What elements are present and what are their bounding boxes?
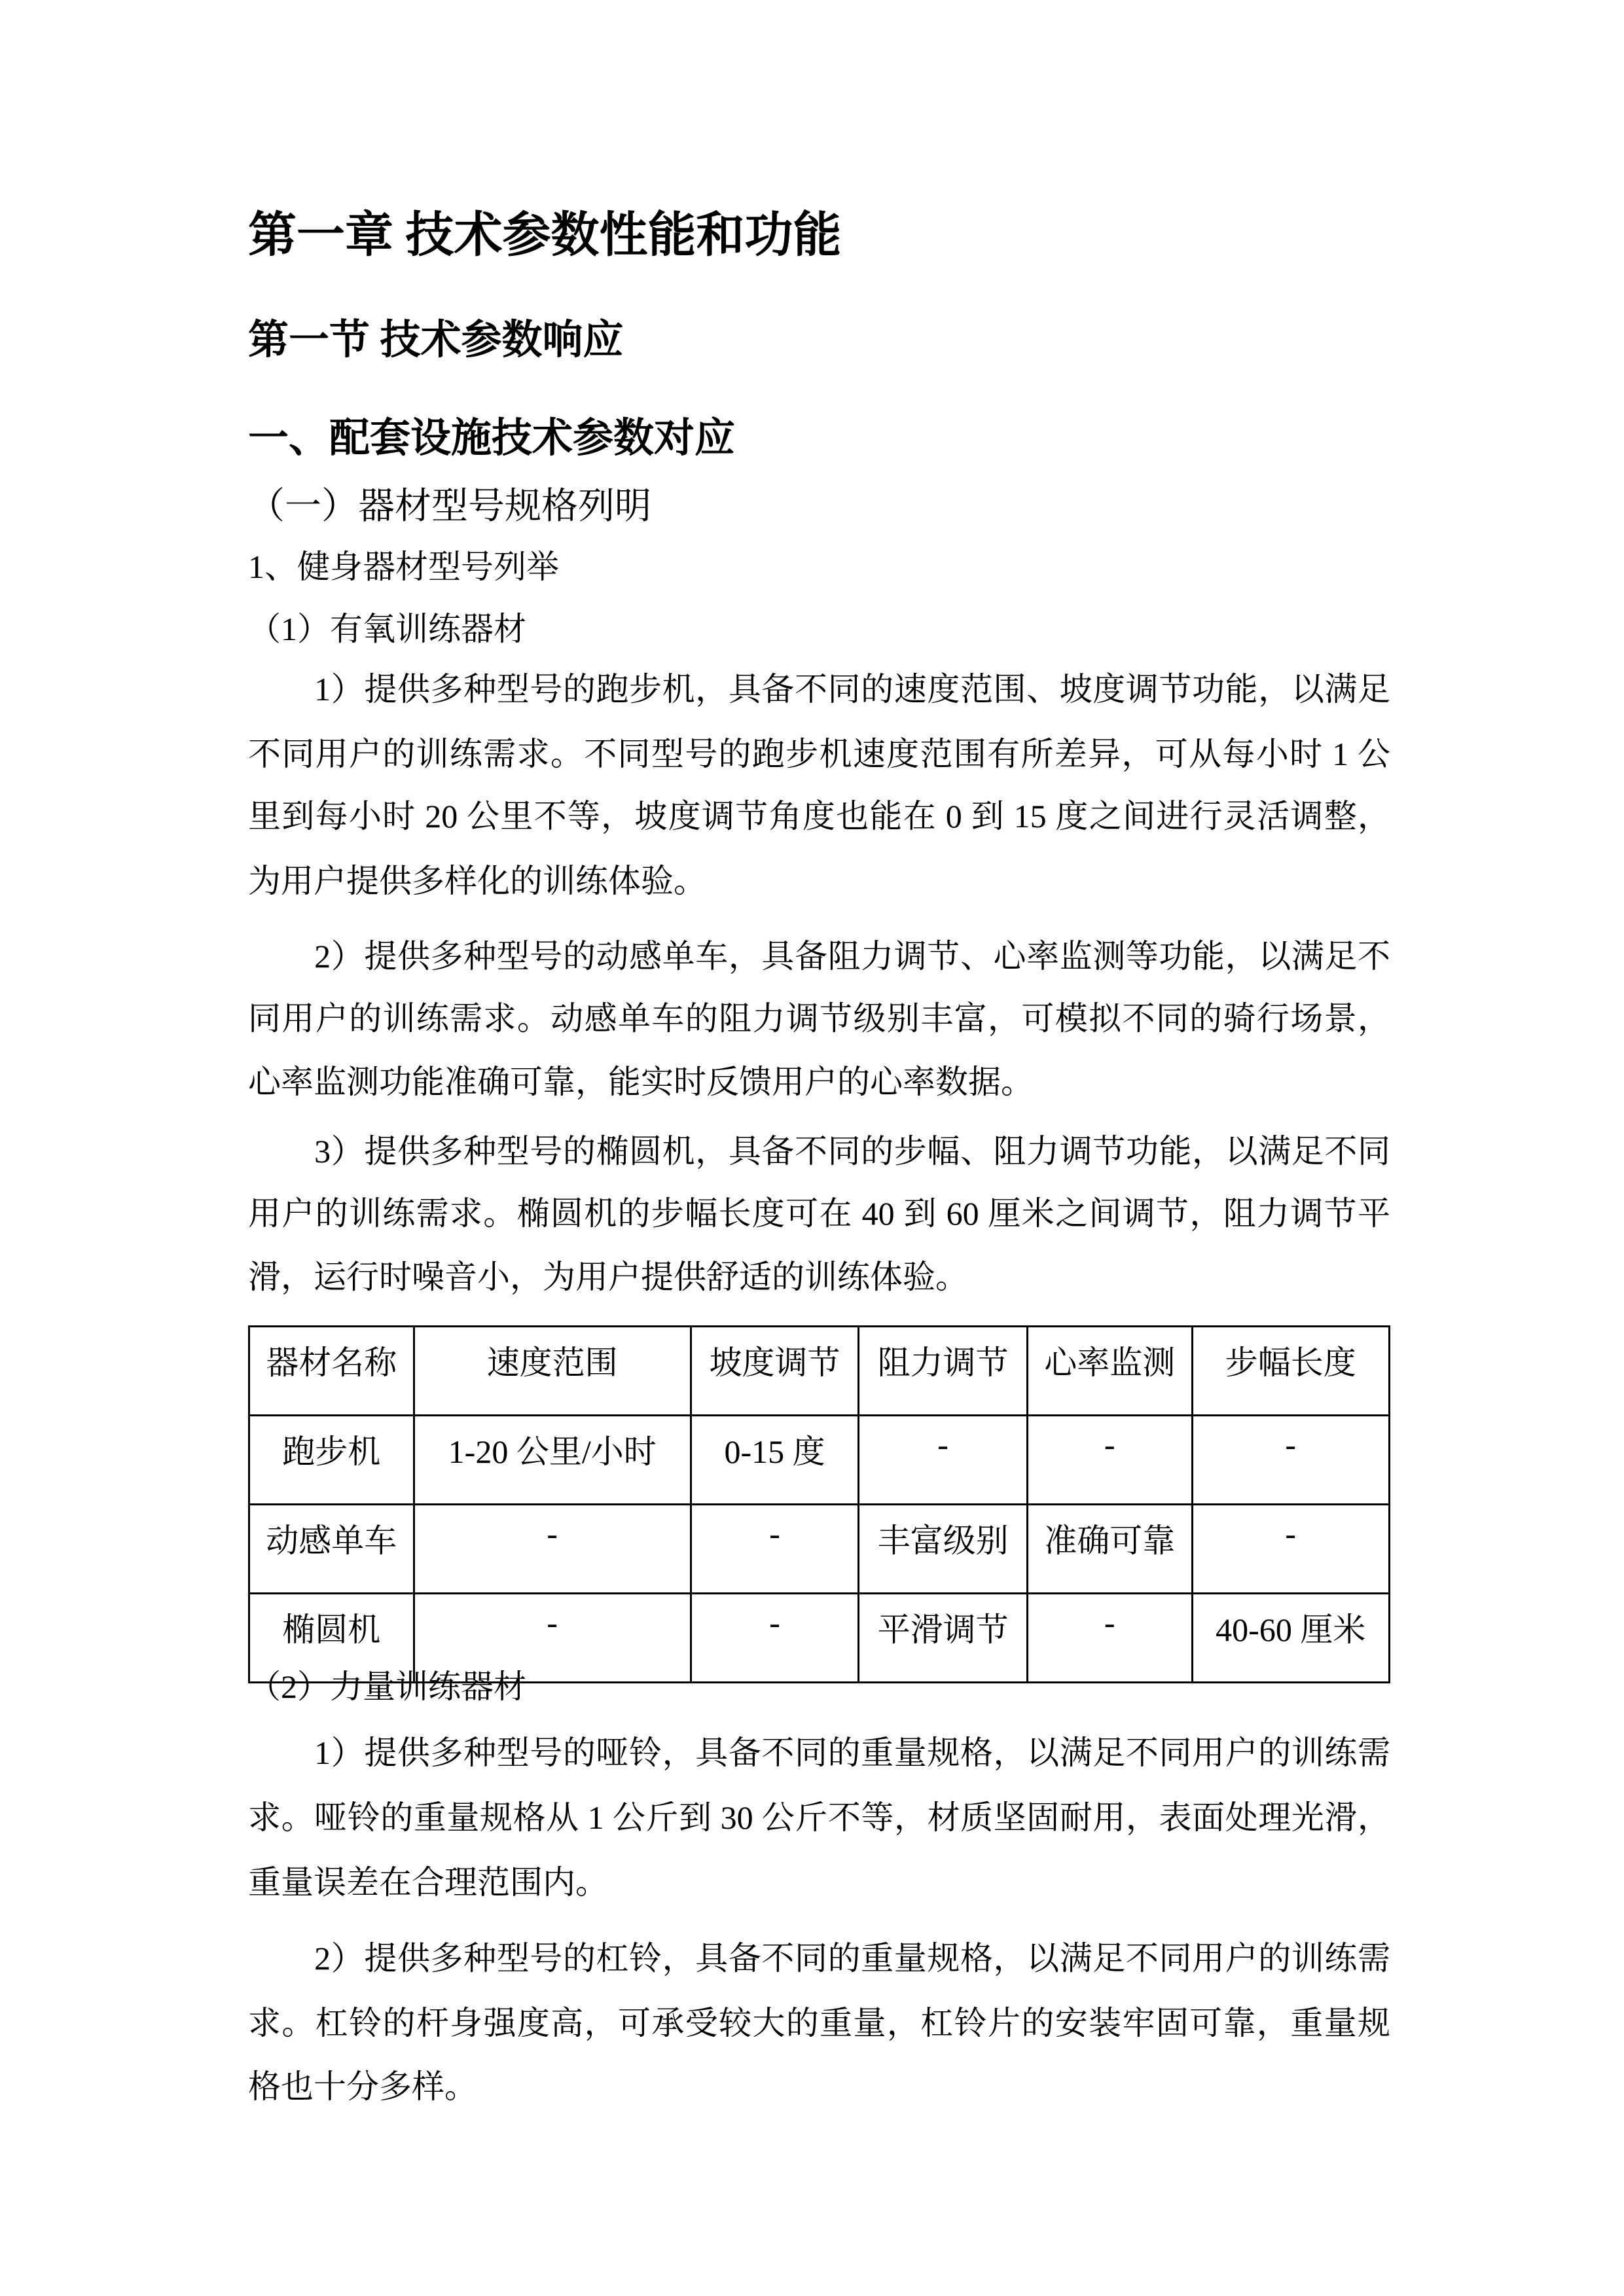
equipment-table xyxy=(248,1325,1390,1683)
table-header: 坡度调节 xyxy=(691,1327,859,1416)
text-line: 心率监测功能准确可靠，能实时反馈用户的心率数据。 xyxy=(248,1064,1034,1100)
table-cell: 跑步机 xyxy=(249,1416,414,1505)
text-line: 用户的训练需求。椭圆机的步幅长度可在 40 到 60 厘米之间调节，阻力调节平 xyxy=(248,1195,1390,1232)
text-line: 不同用户的训练需求。不同型号的跑步机速度范围有所差异，可从每小时 1 公 xyxy=(248,736,1390,772)
table-cell: - xyxy=(1027,1594,1192,1683)
item-heading: 1、健身器材型号列举 xyxy=(248,548,559,585)
text-line: 滑，运行时噪音小，为用户提供舒适的训练体验。 xyxy=(248,1259,968,1295)
table-cell: - xyxy=(1192,1505,1389,1594)
table-header: 器材名称 xyxy=(249,1327,414,1416)
sub-heading: （一）器材型号规格列明 xyxy=(248,486,651,527)
text-line: 重量误差在合理范围内。 xyxy=(248,1864,608,1901)
table-cell: 准确可靠 xyxy=(1027,1505,1192,1594)
table-cell: - xyxy=(691,1594,859,1683)
table-cell: 动感单车 xyxy=(249,1505,414,1594)
table-header: 阻力调节 xyxy=(859,1327,1028,1416)
text-line: 2）提供多种型号的动感单车，具备阻力调节、心率监测等功能，以满足不 xyxy=(248,938,1390,975)
aerobic-heading: （1）有氧训练器材 xyxy=(248,611,526,647)
text-line: 里到每小时 20 公里不等，坡度调节角度也能在 0 到 15 度之间进行灵活调整， xyxy=(248,798,1390,834)
table-cell: - xyxy=(414,1505,691,1594)
table-cell: 平滑调节 xyxy=(859,1594,1028,1683)
table-cell: 0-15 度 xyxy=(691,1416,859,1505)
table-cell: 1-20 公里/小时 xyxy=(414,1416,691,1505)
text-line: 求。哑铃的重量规格从 1 公斤到 30 公斤不等，材质坚固耐用，表面处理光滑， xyxy=(248,1799,1390,1836)
text-line: 1）提供多种型号的哑铃，具备不同的重量规格，以满足不同用户的训练需 xyxy=(248,1734,1390,1771)
chapter-title: 第一章 技术参数性能和功能 xyxy=(248,209,842,262)
text-line: 1）提供多种型号的跑步机，具备不同的速度范围、坡度调节功能，以满足 xyxy=(248,671,1390,708)
text-line: 求。杠铃的杆身强度高，可承受较大的重量，杠铃片的安装牢固可靠，重量规 xyxy=(248,2005,1390,2041)
part-heading: 一、配套设施技术参数对应 xyxy=(248,416,736,461)
table-cell: - xyxy=(691,1505,859,1594)
text-line: 2）提供多种型号的杠铃，具备不同的重量规格，以满足不同用户的训练需 xyxy=(248,1940,1390,1977)
text-line: 为用户提供多样化的训练体验。 xyxy=(248,863,706,899)
text-line: 3）提供多种型号的椭圆机，具备不同的步幅、阻力调节功能，以满足不同 xyxy=(248,1133,1390,1170)
table-cell: - xyxy=(1192,1416,1389,1505)
table-header: 速度范围 xyxy=(414,1327,691,1416)
table-cell: - xyxy=(859,1416,1028,1505)
section-title: 第一节 技术参数响应 xyxy=(248,318,624,363)
table-row xyxy=(249,1505,1390,1594)
table-cell: - xyxy=(414,1594,691,1683)
text-line: 同用户的训练需求。动感单车的阻力调节级别丰富，可模拟不同的骑行场景， xyxy=(248,1000,1390,1037)
table-cell: - xyxy=(1027,1416,1192,1505)
table-cell: 椭圆机 xyxy=(249,1594,414,1683)
table-cell: 40-60 厘米 xyxy=(1192,1594,1389,1683)
table-header-row xyxy=(249,1327,1390,1416)
table-cell: 丰富级别 xyxy=(859,1505,1028,1594)
text-line: 格也十分多样。 xyxy=(248,2068,477,2105)
strength-heading: （2）力量训练器材 xyxy=(248,1668,526,1705)
table-row xyxy=(249,1416,1390,1505)
table-header: 心率监测 xyxy=(1027,1327,1192,1416)
table-header: 步幅长度 xyxy=(1192,1327,1389,1416)
